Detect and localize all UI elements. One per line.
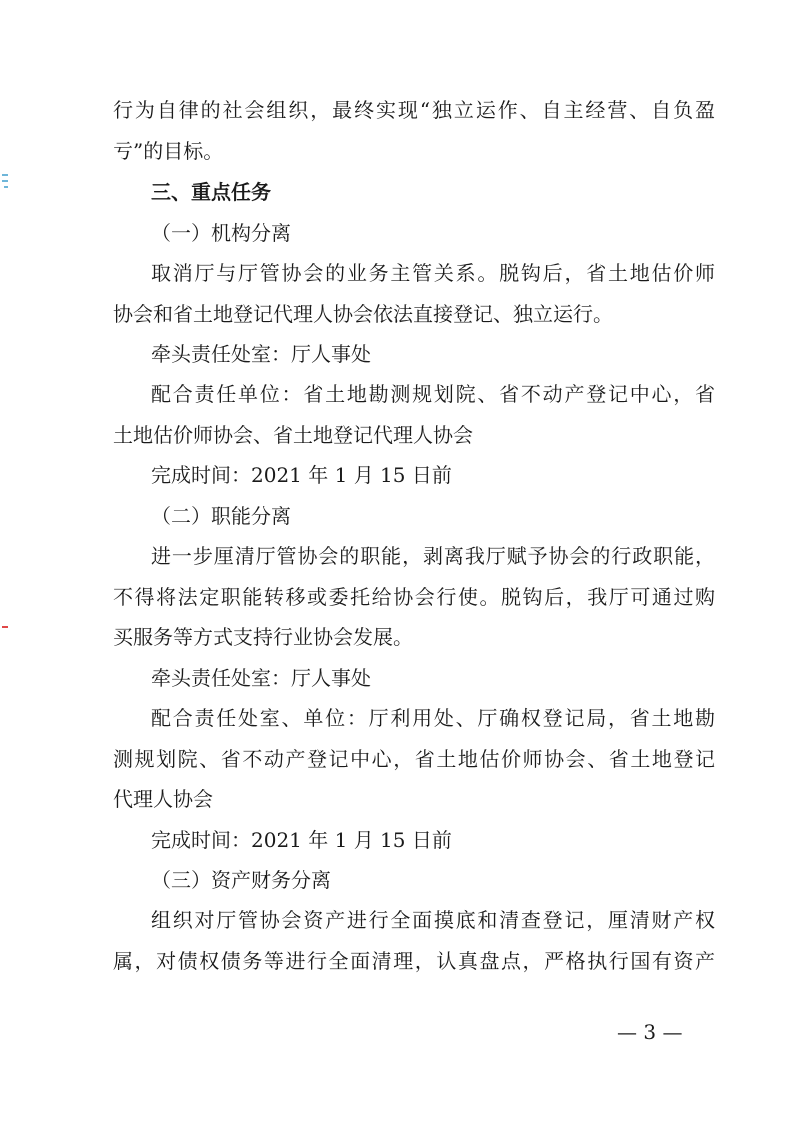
body-line: 协会和省土地登记代理人协会依法直接登记、独立运行。 xyxy=(113,302,613,326)
body-line: 完成时间：2021 年 1 月 15 日前 xyxy=(151,463,452,487)
body-line: 买服务等方式支持行业协会发展。 xyxy=(113,625,413,649)
scan-mark xyxy=(2,626,8,628)
section-heading: 三、重点任务 xyxy=(151,180,271,204)
body-line: 牵头责任处室：厅人事处 xyxy=(151,666,371,690)
body-line: 完成时间：2021 年 1 月 15 日前 xyxy=(151,828,452,852)
body-line: 行为自律的社会组织，最终实现“独立运作、自主经营、自负盈 xyxy=(113,98,715,122)
body-line: 配合责任处室、单位：厅利用处、厅确权登记局，省土地勘 xyxy=(151,706,715,730)
subsection-heading: （二）职能分离 xyxy=(151,504,291,528)
scan-mark xyxy=(4,186,8,188)
page-number: — 3 — xyxy=(617,1020,683,1044)
body-line: 进一步厘清厅管协会的职能，剥离我厅赋予协会的行政职能， xyxy=(151,544,715,568)
body-line: 属，对债权债务等进行全面清理，认真盘点，严格执行国有资产 xyxy=(113,949,715,973)
body-line: 代理人协会 xyxy=(113,787,213,811)
body-line: 牵头责任处室：厅人事处 xyxy=(151,342,371,366)
scan-mark xyxy=(2,180,8,182)
body-line: 土地估价师协会、省土地登记代理人协会 xyxy=(113,423,473,447)
body-line: 亏”的目标。 xyxy=(113,139,224,163)
subsection-heading: （一）机构分离 xyxy=(151,221,291,245)
body-line: 组织对厅管协会资产进行全面摸底和清查登记，厘清财产权 xyxy=(151,908,715,932)
body-line: 测规划院、省不动产登记中心，省土地估价师协会、省土地登记 xyxy=(113,747,715,771)
body-line: 取消厅与厅管协会的业务主管关系。脱钩后，省土地估价师 xyxy=(151,261,715,285)
body-line: 不得将法定职能转移或委托给协会行使。脱钩后，我厅可通过购 xyxy=(113,585,715,609)
scan-mark xyxy=(2,174,8,176)
subsection-heading: （三）资产财务分离 xyxy=(151,868,331,892)
body-line: 配合责任单位：省土地勘测规划院、省不动产登记中心，省 xyxy=(151,382,715,406)
